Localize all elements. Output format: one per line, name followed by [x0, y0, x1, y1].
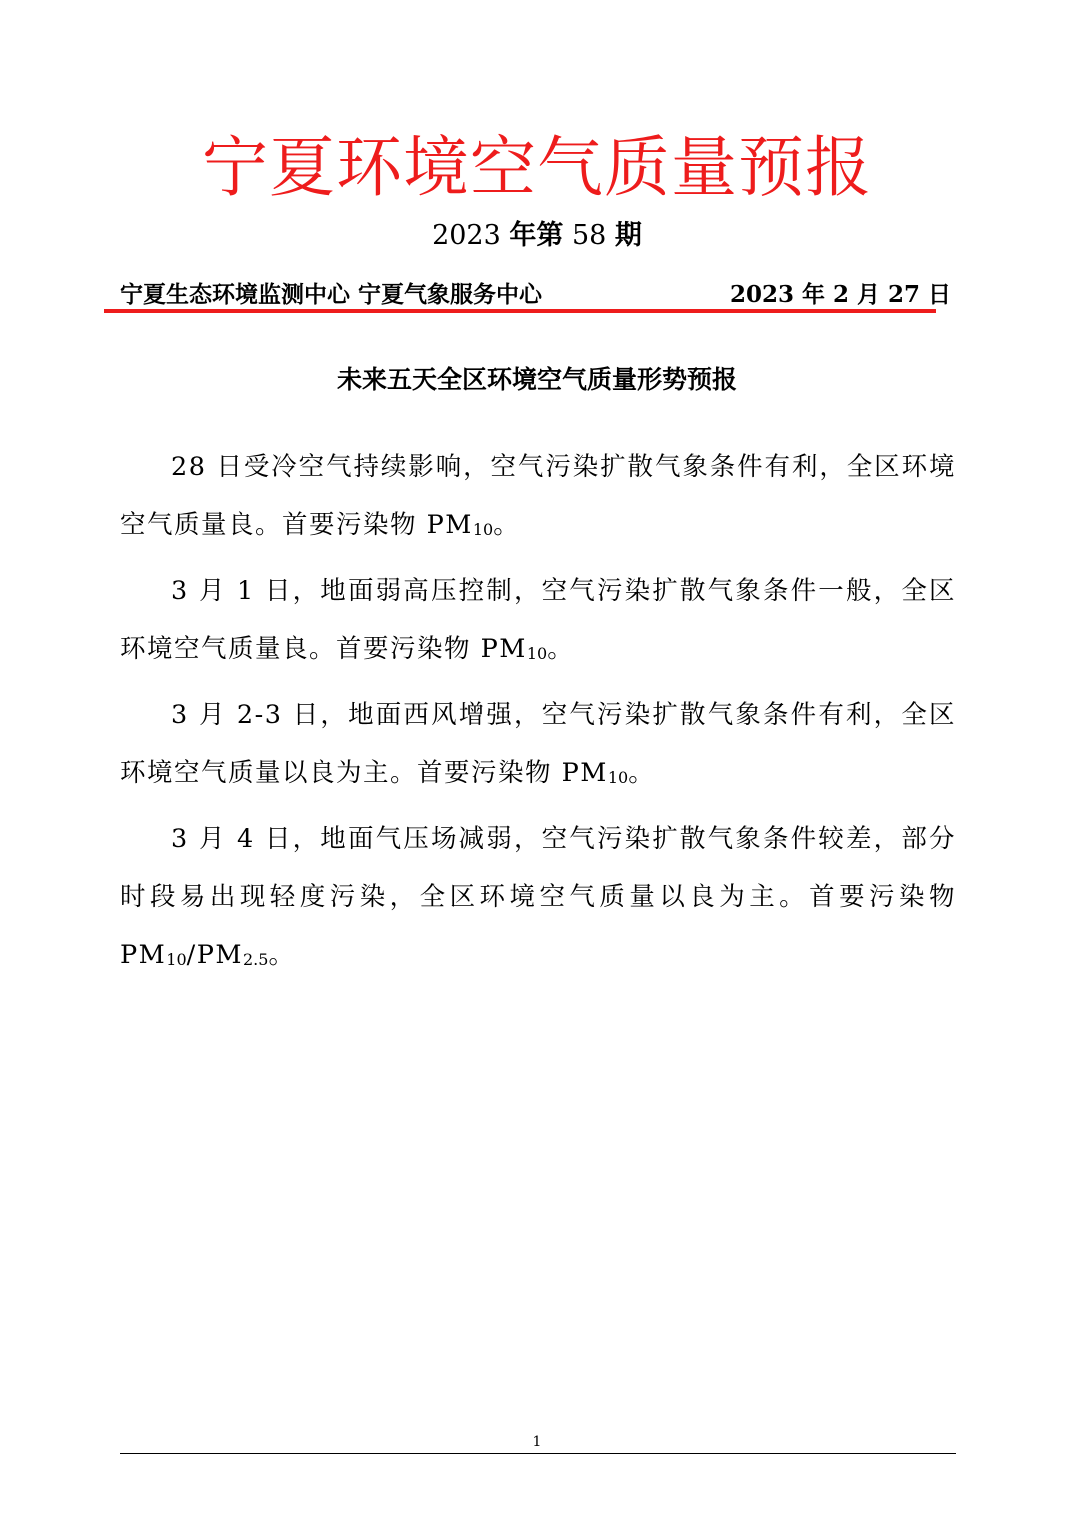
forecast-paragraph-28th: 28 日受冷空气持续影响，空气污染扩散气象条件有利，全区环境空气质量良。首要污染物 $PM_{10}$。 — [120, 452, 956, 540]
forecast-paragraph-mar-4: 3 月 4 日，地面气压场减弱，空气污染扩散气象条件较差，部分时段易出现轻度污染，全区环境空气质量以良为主。首要污染物 $PM_{10}/PM_{2.5}$。 — [120, 824, 956, 970]
issue-year: 2023 — [432, 220, 501, 251]
section-heading: 未来五天全区环境空气质量形势预报 — [336, 365, 737, 394]
page-title: 宁夏环境空气质量预报 — [202, 129, 872, 206]
issue-number-line — [0, 218, 1074, 254]
forecast-paragraph-mar-1: 3 月 1 日，地面弱高压控制，空气污染扩散气象条件一般，全区环境空气质量良。首要污染物 $PM_{10}$。 — [120, 576, 956, 664]
forecast-paragraph-mar-2-3: 3 月 2-3 日，地面西风增强，空气污染扩散气象条件有利，全区环境空气质量以良为主。首要污染物 $PM_{10}$。 — [120, 700, 956, 788]
page-number: 1 — [532, 1434, 542, 1450]
issue-date: 2023 年 2 月 27 日 — [730, 281, 952, 308]
forecast-body — [120, 438, 956, 992]
issue-year-unit: 年第 — [509, 220, 564, 251]
issuing-agencies: 宁夏生态环境监测中心 宁夏气象服务中心 — [120, 281, 543, 308]
issue-number: 58 — [571, 220, 607, 251]
issue-number-unit: 期 — [614, 220, 642, 251]
footer-divider — [120, 1453, 956, 1454]
header-divider — [104, 309, 936, 313]
